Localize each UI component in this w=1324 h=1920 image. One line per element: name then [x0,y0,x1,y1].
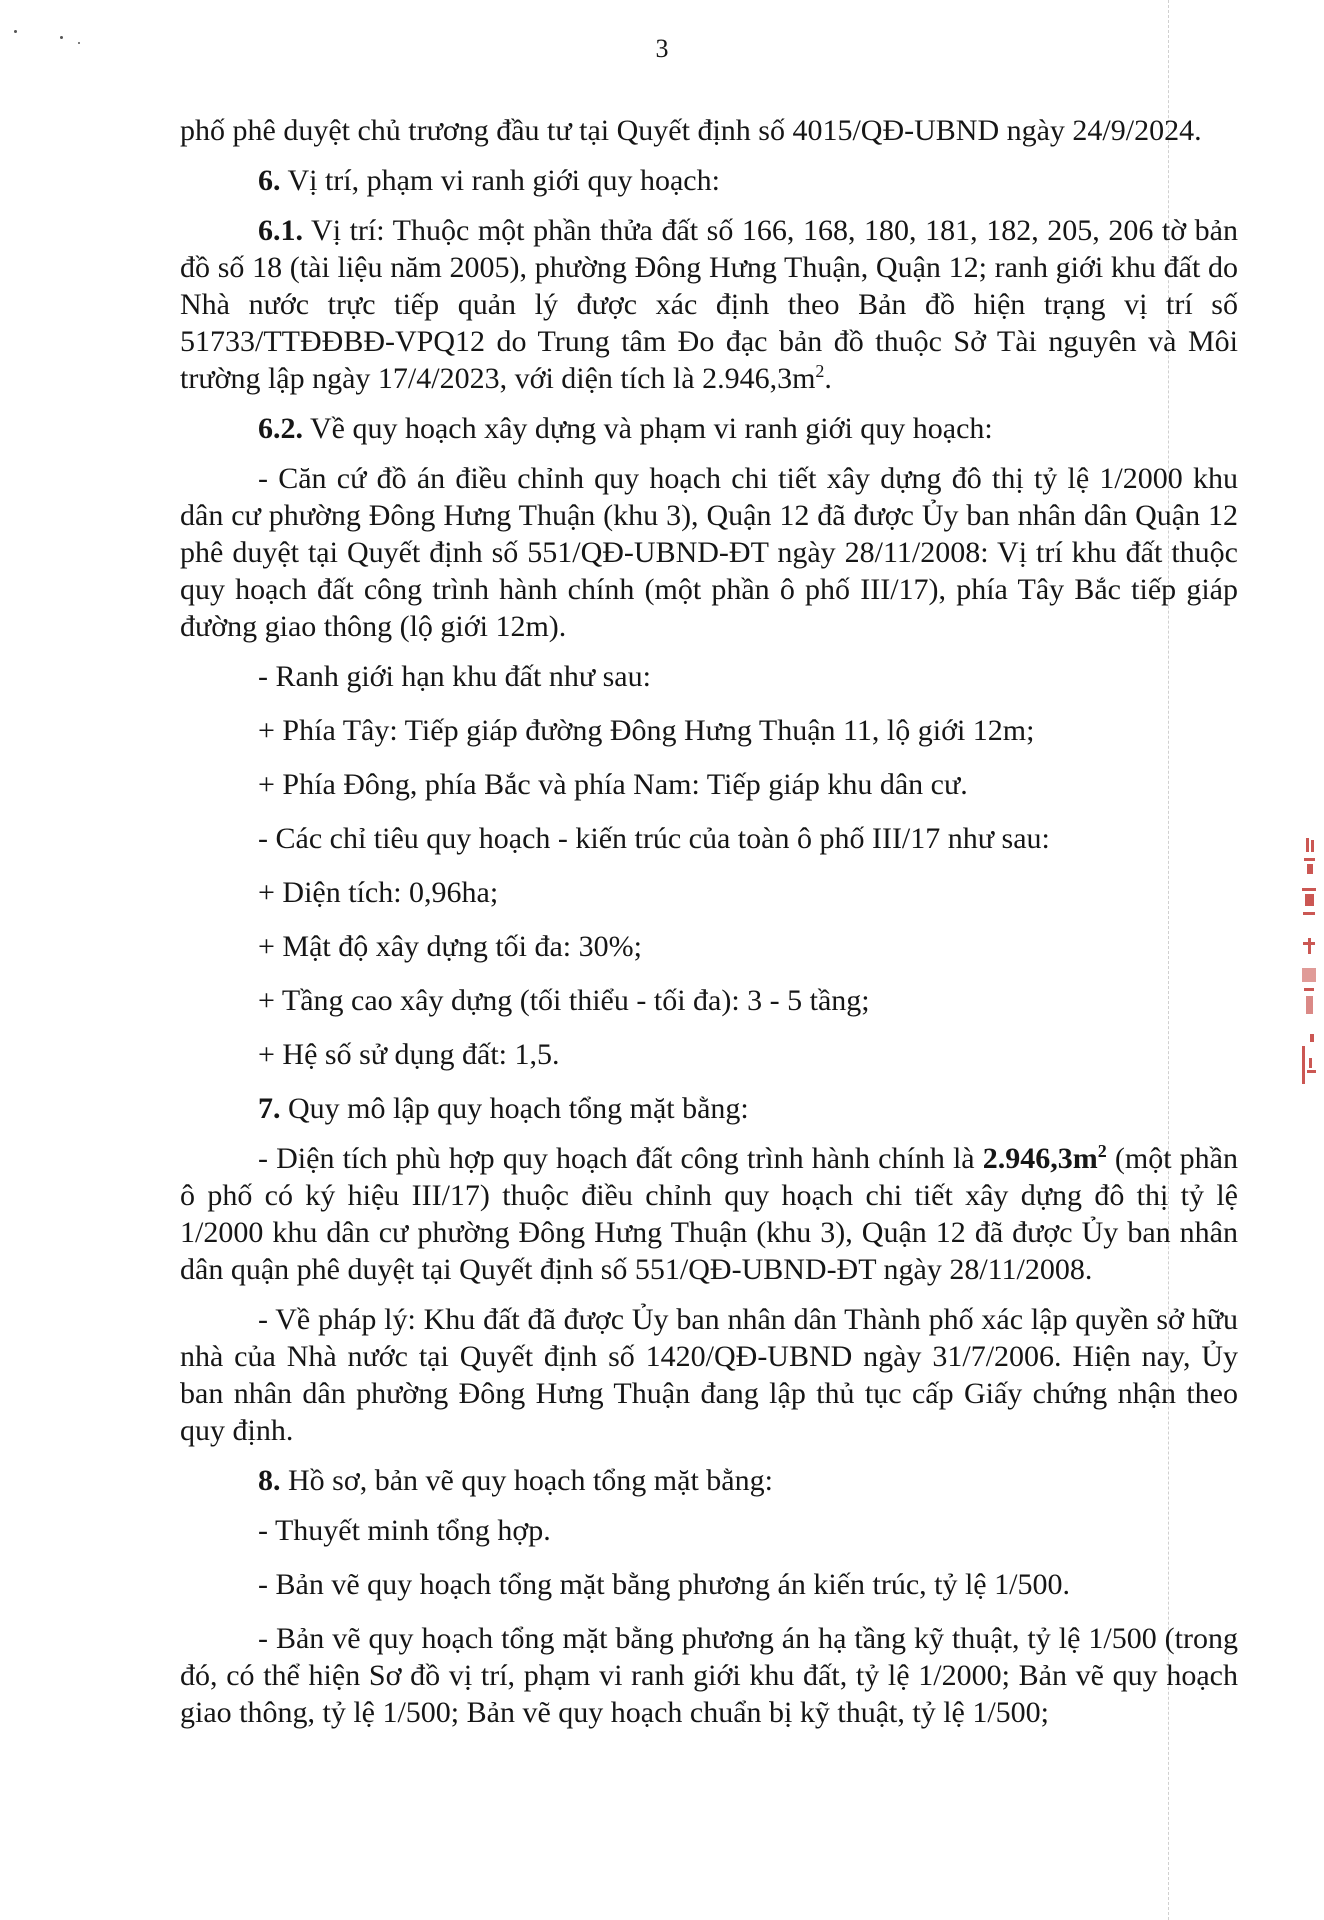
section-title: Về quy hoạch xây dựng và phạm vi ranh giới quy hoạch: [303,412,993,445]
punctuation: . [824,362,832,395]
paragraph-continuation: phố phê duyệt chủ trương đầu tư tại Quyết định số 4015/QĐ-UBND ngày 24/9/2024. [180,114,1202,147]
section-6-2-heading [180,410,1238,447]
section-number: 6.2. [258,412,303,445]
paragraph-phia-dong: + Phía Đông, phía Bắc và phía Nam: Tiếp giáp khu dân cư. [258,768,968,801]
section-number: 6. [258,164,281,197]
section-title: Hồ sơ, bản vẽ quy hoạch tổng mặt bằng: [280,1464,773,1497]
scan-speck [14,30,17,33]
text-run: - Diện tích phù hợp quy hoạch đất công trình hành chính là [258,1142,983,1175]
paragraph-7a [180,1140,1238,1288]
document-body [180,112,1238,1744]
section-number: 7. [258,1092,281,1125]
page-number: 3 [655,34,669,63]
paragraph-mat-do: + Mật độ xây dựng tối đa: 30%; [258,930,642,963]
paragraph-phia-tay: + Phía Tây: Tiếp giáp đường Đông Hưng Thuận 11, lộ giới 12m; [258,714,1035,747]
paragraph-he-so: + Hệ số sử dụng đất: 1,5. [258,1038,560,1071]
paragraph-chi-tieu: - Các chỉ tiêu quy hoạch - kiến trúc của toàn ô phố III/17 như sau: [258,822,1050,855]
superscript: 2 [1097,1141,1107,1161]
section-8-heading [180,1462,1238,1499]
section-number: 8. [258,1464,281,1497]
paragraph-8c: - Bản vẽ quy hoạch tổng mặt bằng phương án hạ tầng kỹ thuật, tỷ lệ 1/500 (trong đó, có thể hiện Sơ đồ vị trí, phạm vi ranh giới khu đất, tỷ lệ 1/2000; Bản vẽ quy hoạch giao thông, tỷ lệ 1/500; Bản vẽ quy hoạch chuẩn bị kỹ thuật, tỷ lệ 1/500; [180,1622,1238,1729]
paragraph-8a: - Thuyết minh tổng hợp. [258,1514,551,1547]
section-6-1 [180,212,1238,397]
paragraph-dien-tich: + Diện tích: 0,96ha; [258,876,499,909]
section-6-heading [180,162,1238,199]
text-run: (một phần ô phố có ký hiệu III/17) thuộc điều chỉnh quy hoạch chi tiết xây dựng đô thị tỷ lệ 1/2000 khu dân cư phường Đông Hưng Thuận (khu 3), Quận 12 đã được Ủy ban nhân dân quận phê duyệt tại Quyết định số 551/QĐ-UBND-ĐT ngày 28/11/2008. [180,1142,1238,1286]
paragraph-tang-cao: + Tầng cao xây dựng (tối thiểu - tối đa): 3 - 5 tầng; [258,984,870,1017]
paragraph-8b: - Bản vẽ quy hoạch tổng mặt bằng phương án kiến trúc, tỷ lệ 1/500. [258,1568,1070,1601]
section-title: Vị trí, phạm vi ranh giới quy hoạch: [280,164,720,197]
paragraph-can-cu: - Căn cứ đồ án điều chỉnh quy hoạch chi tiết xây dựng đô thị tỷ lệ 1/2000 khu dân cư phường Đông Hưng Thuận (khu 3), Quận 12 đã được Ủy ban nhân dân Quận 12 phê duyệt tại Quyết định số 551/QĐ-UBND-ĐT ngày 28/11/2008: Vị trí khu đất thuộc quy hoạch đất công trình hành chính (một phần ô phố III/17), phía Tây Bắc tiếp giáp đường giao thông (lộ giới 12m). [180,462,1238,643]
section-7-heading [180,1090,1238,1127]
area-value: 2.946,3m [982,1142,1098,1175]
paragraph-7b: - Về pháp lý: Khu đất đã được Ủy ban nhân dân Thành phố xác lập quyền sở hữu nhà của Nhà nước tại Quyết định số 1420/QĐ-UBND ngày 31/7/2006. Hiện nay, Ủy ban nhân dân phường Đông Hưng Thuận đang lập thủ tục cấp Giấy chứng nhận theo quy định. [180,1303,1238,1447]
section-text: Vị trí: Thuộc một phần thửa đất số 166, 168, 180, 181, 182, 205, 206 tờ bản đồ số 18 (tài liệu năm 2005), phường Đông Hưng Thuận, Quận 12; ranh giới khu đất do Nhà nước trực tiếp quản lý được xác định theo Bản đồ hiện trạng vị trí số 51733/TTĐĐBĐ-VPQ12 do Trung tâm Đo đạc bản đồ thuộc Sở Tài nguyên và Môi trường lập ngày 17/4/2023, với diện tích là 2.946,3m [180,214,1238,395]
margin-seal-stamp-icon [1298,838,1320,1088]
superscript: 2 [815,361,825,381]
section-title: Quy mô lập quy hoạch tổng mặt bằng: [280,1092,749,1125]
section-number: 6.1. [258,214,303,247]
paragraph-ranh-gioi: - Ranh giới hạn khu đất như sau: [258,660,651,693]
